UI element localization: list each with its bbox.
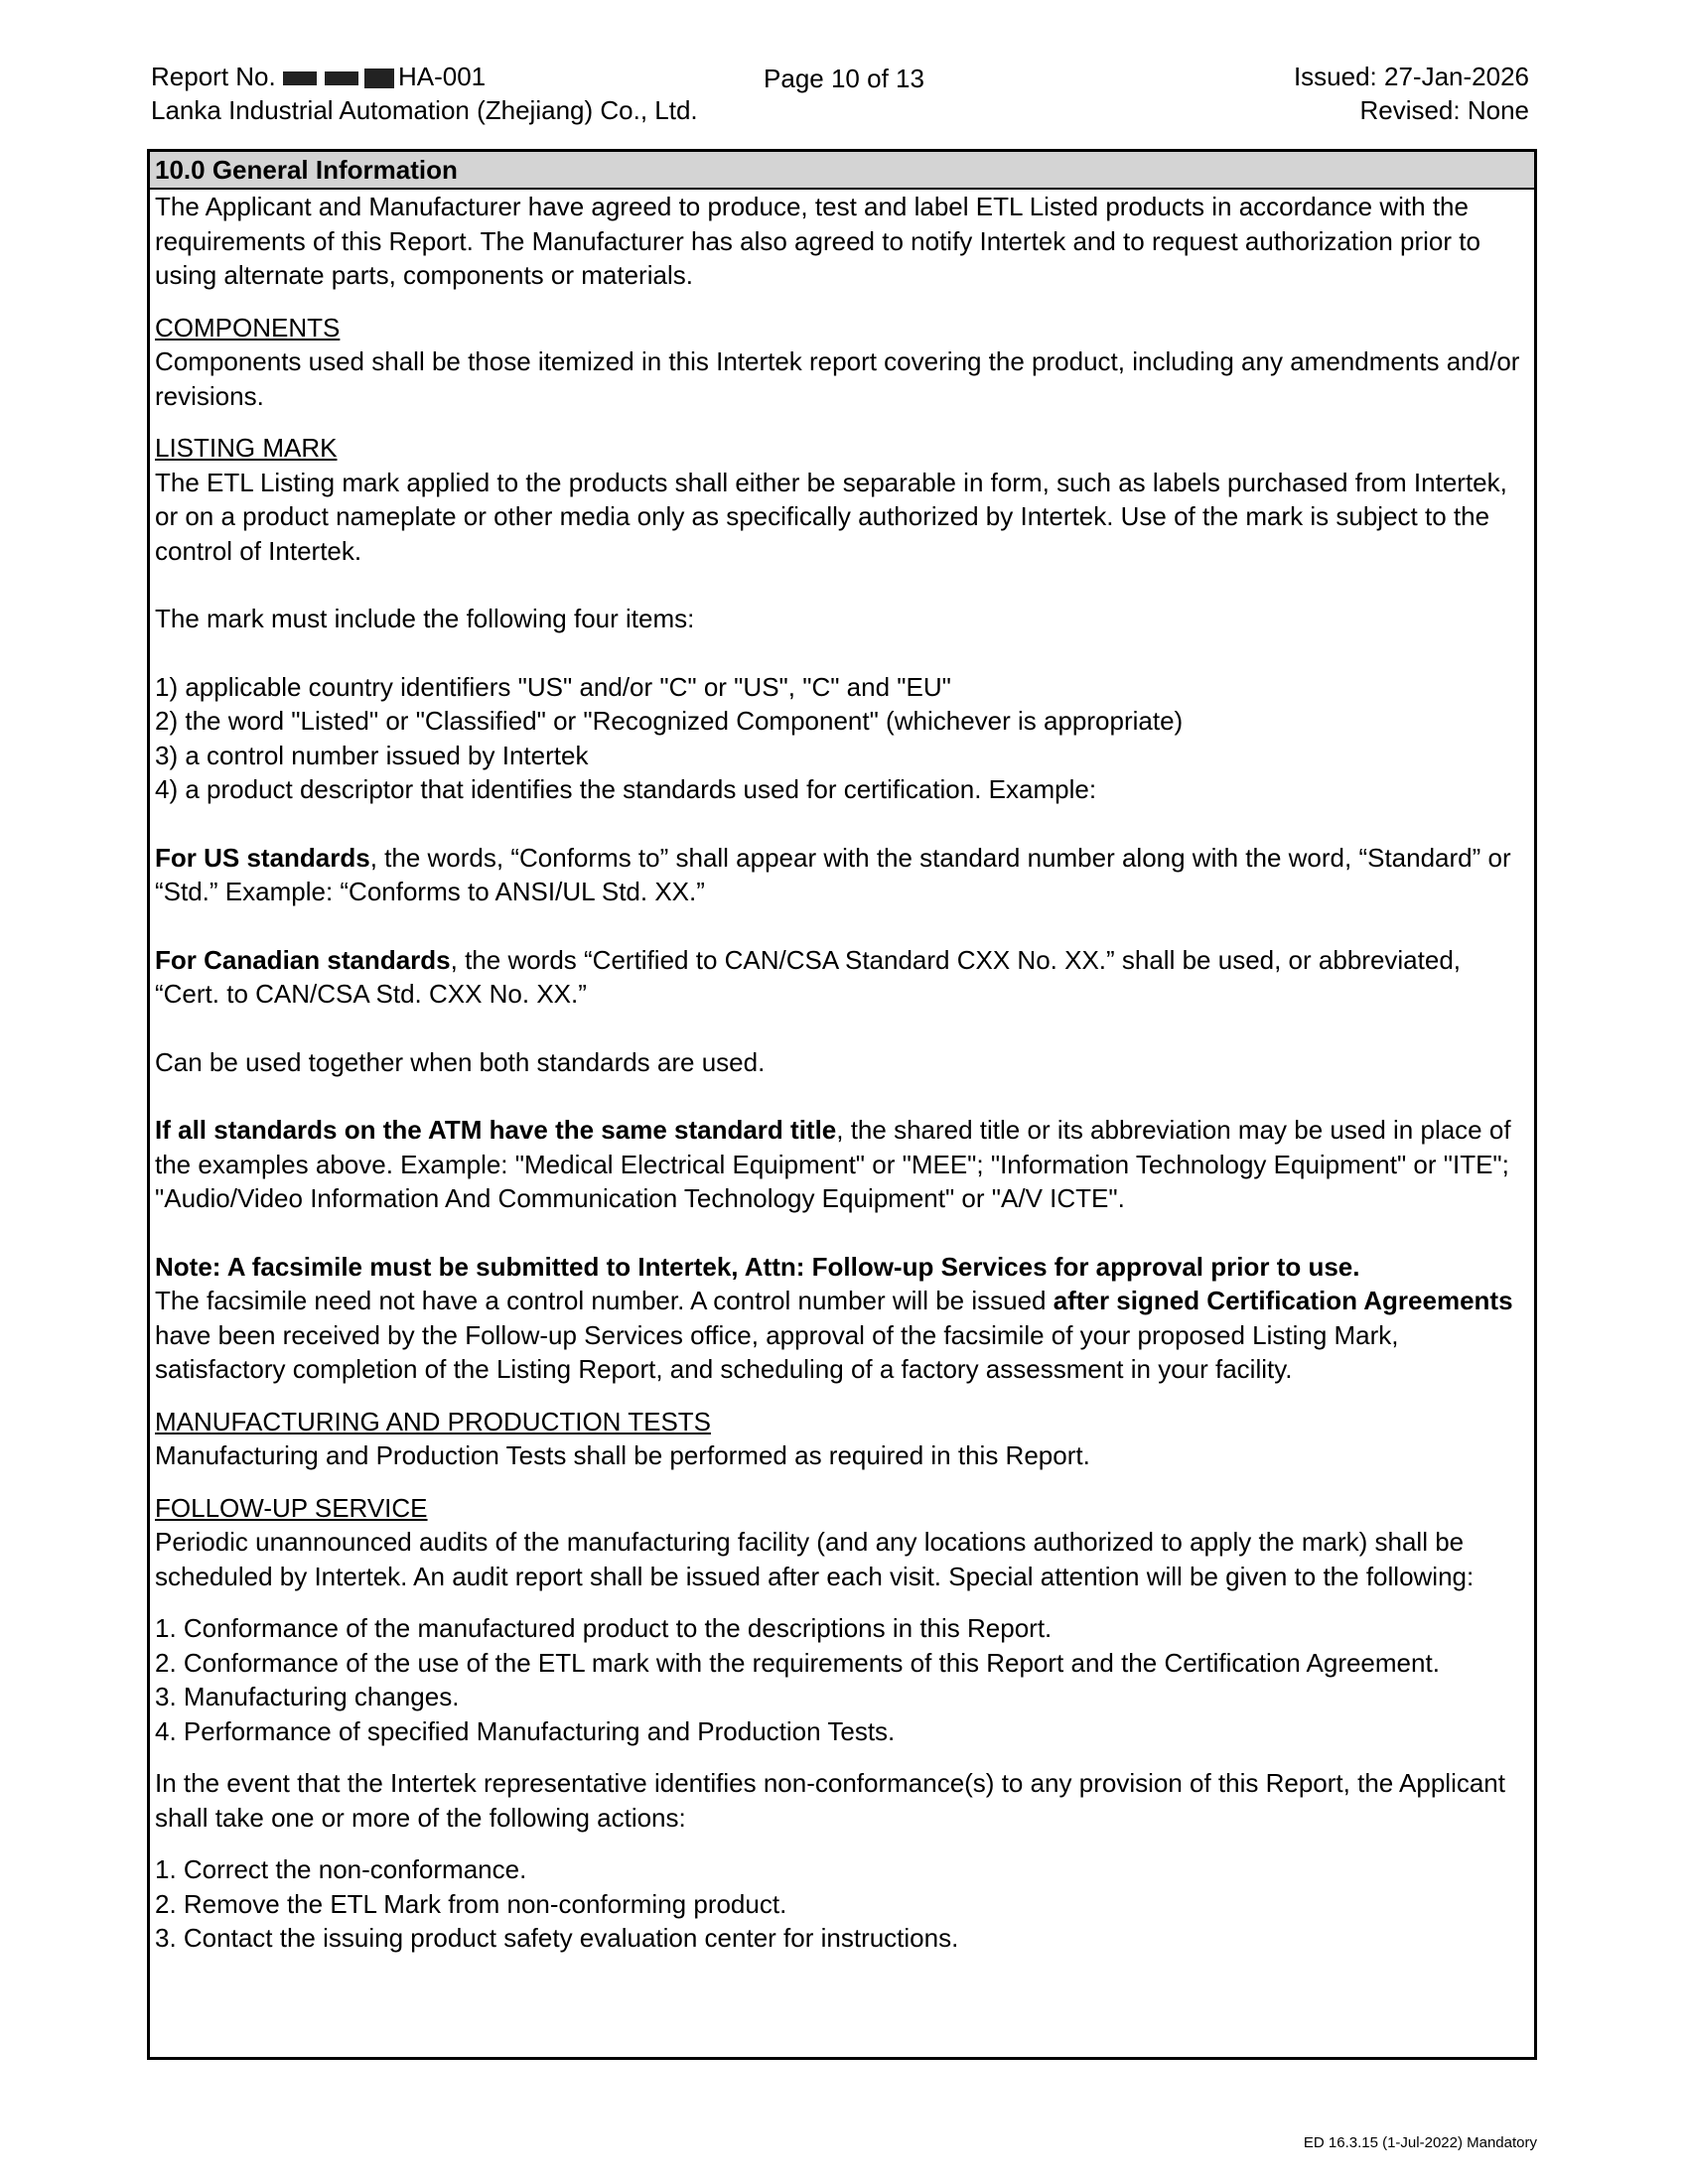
follow-up-text: Periodic unannounced audits of the manufacturing facility (and any locations authorized to apply the mark) shall be scheduled by Intertek. An audit report shall be issued after each visit. Special attention will be given to the following: [155, 1527, 1475, 1591]
components-heading: COMPONENTS [155, 312, 341, 342]
same-title-paragraph: If all standards on the ATM have the same standard title, the shared title or its abbreviation may be used in place of the examples above. Example: "Medical Electrical Equipment" or "MEE"; "Information Technology Equipment" or "ITE"; "Audio/Video Information And Communication Technology Equipment" or "A/V ICTE". [155, 1115, 1511, 1213]
list-item: 2) the word "Listed" or "Classified" or "Recognized Component" (whichever is appropriate) [155, 706, 1184, 736]
list-item: 3. Manufacturing changes. [155, 1682, 460, 1711]
list-item: 2. Conformance of the use of the ETL mark with the requirements of this Report and the Certification Agreement. [155, 1647, 1440, 1678]
four-items-intro: The mark must include the following four items: [155, 604, 695, 633]
components-text: Components used shall be those itemized in this Intertek report covering the product, including any amendments and/or revisions. [155, 346, 1520, 411]
list-item: 2. Remove the ETL Mark from non-conforming product. [155, 1888, 787, 1919]
nonconformance-text: In the event that the Intertek representative identifies non-conformance(s) to any provision of this Report, the Applicant shall take one or more of the following actions: [155, 1768, 1505, 1833]
manufacturing-text: Manufacturing and Production Tests shall be performed as required in this Report. [155, 1440, 1090, 1470]
facsimile-note: Note: A facsimile must be submitted to Intertek, Attn: Follow-up Services for approval prior to use. The facsimile need not have a control number. A control number will be issued after signed Certification Agreements have been received by the Follow-up Services office, approval of the facsimile of your proposed Listing Mark, satisfactory completion of the Listing Report, and scheduling of a factory assessment in your facility. [155, 1251, 1513, 1384]
together-paragraph: Can be used together when both standards are used. [155, 1046, 766, 1077]
list-item: 4) a product descriptor that identifies the standards used for certification. Example: [155, 774, 1097, 804]
follow-up-heading: FOLLOW-UP SERVICE [155, 1492, 428, 1523]
section-title: 10.0 General Information [150, 152, 1534, 190]
revised-status: Revised: None [1359, 95, 1529, 125]
list-item: 1) applicable country identifiers "US" and/or "C" or "US", "C" and "EU" [155, 671, 951, 702]
company-name: Lanka Industrial Automation (Zhejiang) Co., Ltd. [151, 95, 698, 125]
intro-paragraph: The Applicant and Manufacturer have agreed to produce, test and label ETL Listed products in accordance with the requirements of this Report. The Manufacturer has also agreed to notify Intertek and to request authorization prior to using alternate parts, components or materials. [155, 192, 1480, 290]
list-item: 1. Conformance of the manufactured product to the descriptions in this Report. [155, 1613, 1053, 1643]
report-number: Report No. HA-001 [151, 62, 487, 91]
page-number: Page 10 of 13 [764, 64, 924, 93]
list-item: 3. Contact the issuing product safety evaluation center for instructions. [155, 1923, 959, 1953]
us-standards-paragraph: For US standards, the words, “Conforms to” shall appear with the standard number along with the word, “Standard” or “Std.” Example: “Conforms to ANSI/UL Std. XX.” [155, 842, 1511, 906]
header-right [1294, 60, 1529, 127]
list-item: 1. Correct the non-conformance. [155, 1854, 527, 1884]
section-body [150, 190, 1534, 1956]
list-item: 4. Performance of specified Manufacturing and Production Tests. [155, 1715, 896, 1746]
general-information-section [147, 149, 1537, 2060]
issued-date: Issued: 27-Jan-2026 [1293, 62, 1529, 91]
manufacturing-heading: MANUFACTURING AND PRODUCTION TESTS [155, 1406, 712, 1436]
canadian-standards-paragraph: For Canadian standards, the words “Certified to CAN/CSA Standard CXX No. XX.” shall be used, or abbreviated, “Cert. to CAN/CSA Std. CXX No. XX.” [155, 944, 1462, 1009]
form-footer: ED 16.3.15 (1-Jul-2022) Mandatory [1303, 2134, 1537, 2151]
listing-mark-heading: LISTING MARK [155, 433, 338, 463]
listing-mark-text: The ETL Listing mark applied to the products shall either be separable in form, such as labels purchased from Intertek, or on a product nameplate or other media only as specifically authorized by Intertek. Use of the mark is subject to the control of Intertek. [155, 467, 1507, 566]
list-item: 3) a control number issued by Intertek [155, 740, 589, 770]
